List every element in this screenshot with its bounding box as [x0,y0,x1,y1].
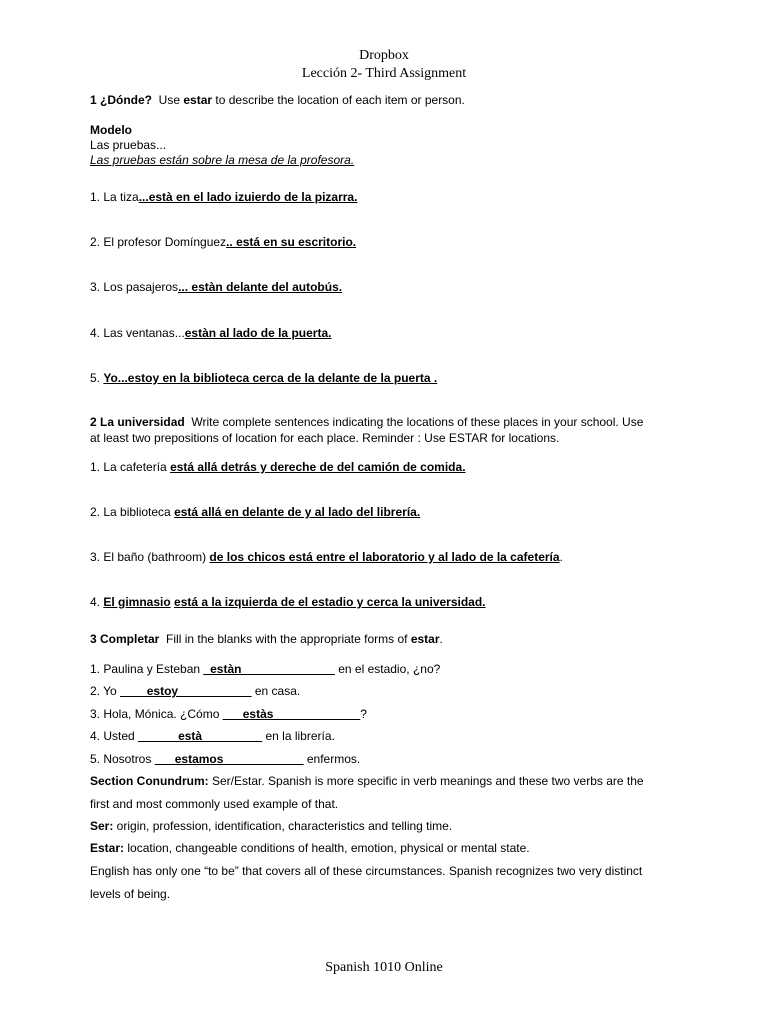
section-2-heading-cont: at least two prepositions of location for each place. Reminder : Use ESTAR for locations. [90,431,560,445]
document-title: Dropbox [359,48,409,63]
s3-item-4: 4. Usted ______està_________ en la librería. [90,729,335,743]
s3-item-1: 1. Paulina y Esteban _estàn______________ en el estadio, ¿no? [90,662,441,676]
modelo-prompt: Las pruebas... [90,138,167,152]
modelo-label: Modelo [90,123,132,137]
s3-item-5: 5. Nosotros ___estamos____________ enfermos. [90,752,361,766]
english-note-2: levels of being. [90,887,171,901]
section-1-heading: 1 ¿Dónde? Use estar to describe the location of each item or person. [90,93,465,107]
section-2-number: 2 La universidad [90,415,185,429]
s1-item-3: 3. Los pasajeros... estàn delante del autobús. [90,280,343,294]
conundrum-line-2: first and most commonly used example of that. [90,797,339,811]
s1-item-4: 4. Las ventanas...estàn al lado de la puerta. [90,326,332,340]
s2-item-4: 4. El gimnasio está a la izquierda de el estadio y cerca la universidad. [90,595,486,609]
page-footer: Spanish 1010 Online [325,960,443,975]
s2-item-2: 2. La biblioteca está allá en delante de y al lado del librería. [90,505,421,519]
s2-item-1: 1. La cafetería está allá detrás y dereche de del camión de comida. [90,460,466,474]
section-3-heading: 3 Completar Fill in the blanks with the appropriate forms of estar. [90,632,443,646]
conundrum-line-1: Section Conundrum: Ser/Estar. Spanish is more specific in verb meanings and these two verbs are the [90,774,644,788]
english-note-1: English has only one “to be” that covers all of these circumstances. Spanish recognizes two very distinct [90,864,643,878]
s1-item-2: 2. El profesor Domínguez.. está en su escritorio. [90,235,357,249]
s1-item-5: 5. Yo...estoy en la biblioteca cerca de la delante de la puerta . [90,371,438,385]
s3-item-2: 2. Yo ____estoy___________ en casa. [90,684,301,698]
ser-definition: Ser: origin, profession, identification, characteristics and telling time. [90,819,453,833]
section-2-heading: 2 La universidad Write complete sentences indicating the locations of these places in your school. Use [90,415,644,429]
s1-item-1: 1. La tiza...està en el lado izuierdo de la pizarra. [90,190,358,204]
document-subtitle: Lección 2- Third Assignment [301,66,467,81]
section-3-number: 3 Completar [90,632,160,646]
estar-definition: Estar: location, changeable conditions of health, emotion, physical or mental state. [90,841,530,855]
modelo-answer: Las pruebas están sobre la mesa de la profesora. [90,153,355,167]
section-1-number: 1 ¿Dónde? [90,93,152,107]
s3-item-3: 3. Hola, Mónica. ¿Cómo ___estàs_____________? [90,707,367,721]
s2-item-3: 3. El baño (bathroom) de los chicos está entre el laboratorio y al lado de la cafetería. [90,550,563,564]
